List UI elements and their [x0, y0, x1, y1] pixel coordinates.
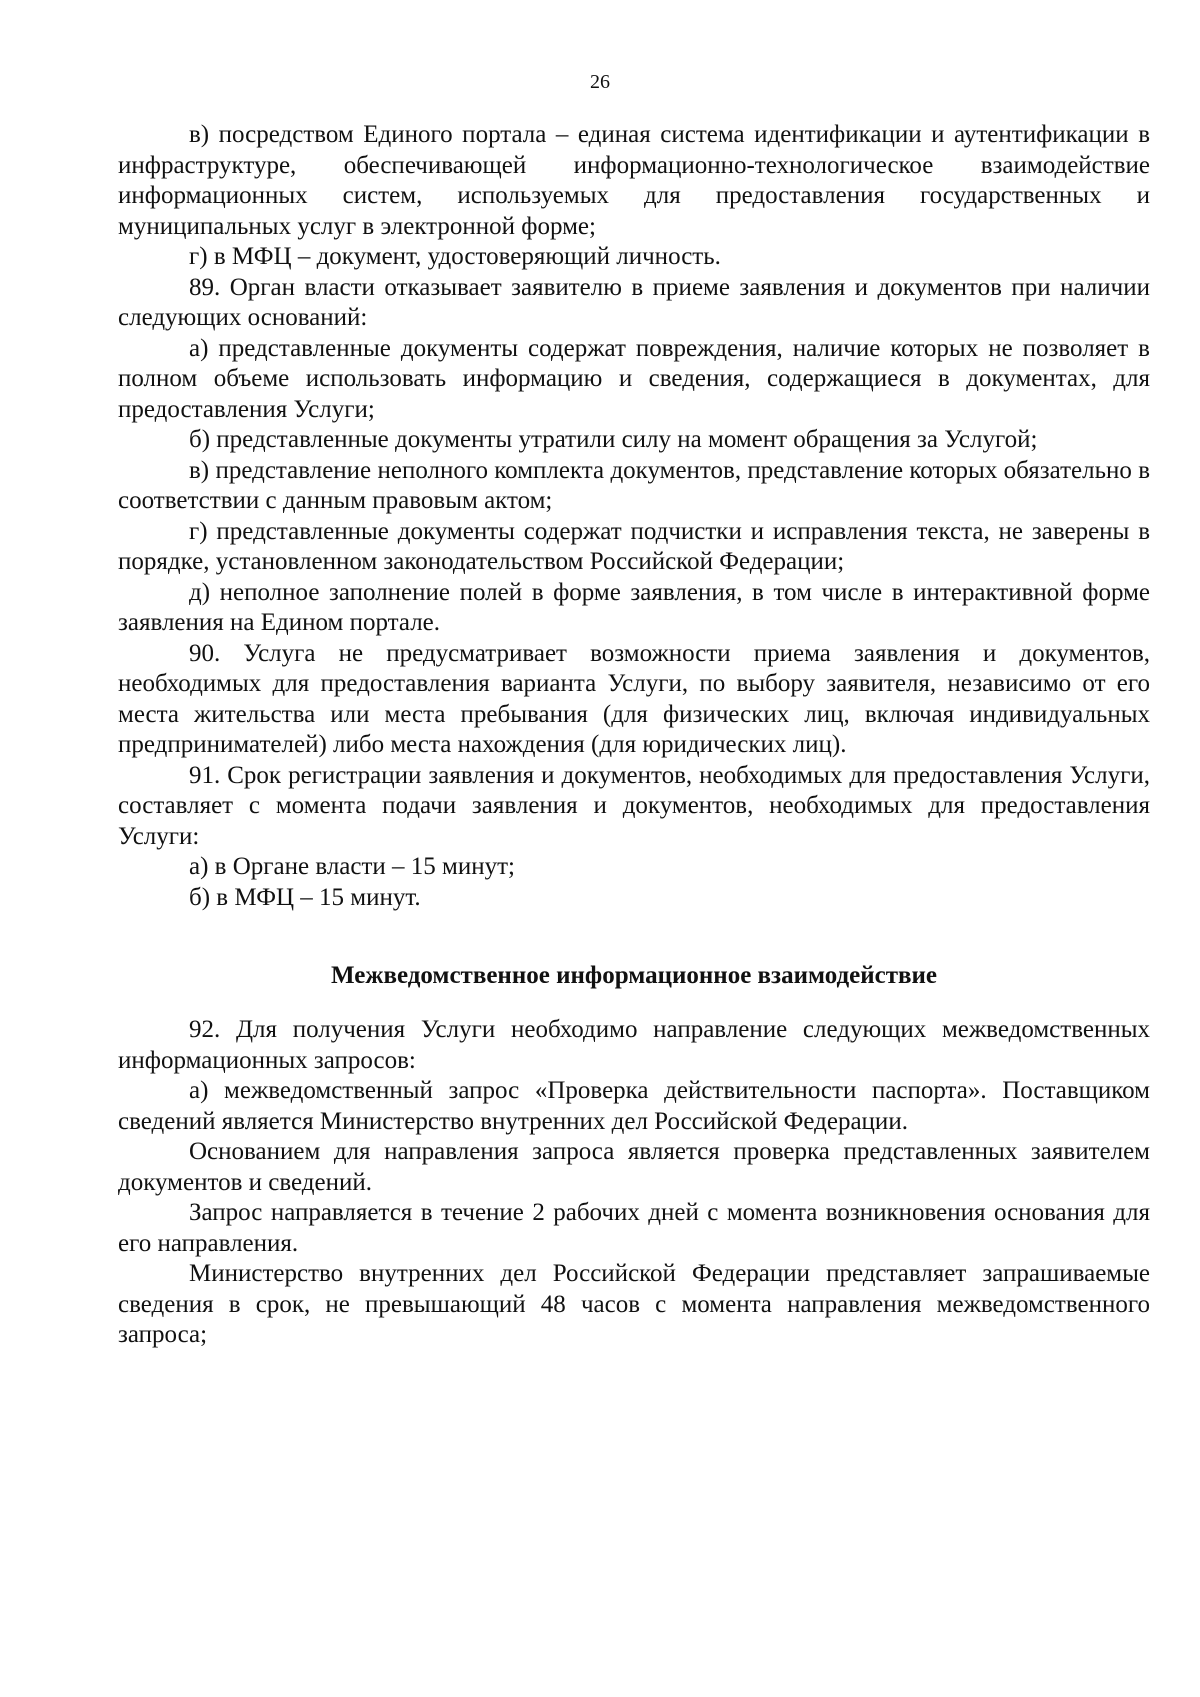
section-heading: Межведомственное информационное взаимодействие — [331, 962, 937, 989]
paragraph: 92. Для получения Услуги необходимо направление следующих межведомственных информационных запросов: — [118, 1016, 1150, 1074]
paragraph: Основанием для направления запроса является проверка представленных заявителем документов и сведений. — [118, 1138, 1150, 1196]
paragraph: д) неполное заполнение полей в форме заявления, в том числе в интерактивной форме заявления на Едином портале. — [118, 578, 1150, 636]
paragraph: 91. Срок регистрации заявления и документов, необходимых для предоставления Услуги, составляет с момента подачи заявления и документов, необходимых для предоставления Услуги: — [118, 761, 1150, 850]
paragraph: а) межведомственный запрос «Проверка действительности паспорта». Поставщиком сведений является Министерство внутренних дел Российской Федерации. — [118, 1077, 1150, 1135]
paragraph: г) представленные документы содержат подчистки и исправления текста, не заверены в порядке, установленном законодательством Российской Федерации; — [118, 517, 1150, 575]
paragraph: в) представление неполного комплекта документов, представление которых обязательно в соответствии с данным правовым актом; — [118, 456, 1150, 514]
paragraph: б) представленные документы утратили силу на момент обращения за Услугой; — [189, 426, 1038, 453]
page-number: 26 — [590, 71, 610, 93]
paragraph: 89. Орган власти отказывает заявителю в приеме заявления и документов при наличии следующих оснований: — [118, 273, 1150, 331]
paragraph: Запрос направляется в течение 2 рабочих дней с момента возникновения основания для его направления. — [118, 1199, 1150, 1257]
paragraph: Министерство внутренних дел Российской Федерации представляет запрашиваемые сведения в срок, не превышающий 48 часов с момента направления межведомственного запроса; — [118, 1260, 1150, 1348]
paragraph: б) в МФЦ – 15 минут. — [189, 883, 421, 911]
paragraph: в) посредством Единого портала – единая система идентификации и аутентификации в инфраструктуре, обеспечивающей информационно-технологическое взаимодействие информационных систем, используемых для предоставления государственных и муниципальных услуг в электронной форме; — [118, 121, 1150, 240]
paragraph: 90. Услуга не предусматривает возможности приема заявления и документов, необходимых для предоставления варианта Услуги, по выбору заявителя, независимо от его места жительства или места пребывания (для физических лиц, включая индивидуальных предпринимателей) либо места нахождения (для юридических лиц). — [118, 639, 1150, 758]
paragraph: а) представленные документы содержат повреждения, наличие которых не позволяет в полном объеме использовать информацию и сведения, содержащиеся в документах, для предоставления Услуги; — [118, 334, 1150, 423]
paragraph: г) в МФЦ – документ, удостоверяющий личность. — [189, 243, 721, 270]
paragraph: а) в Органе власти – 15 минут; — [189, 853, 516, 880]
document-body — [118, 120, 1150, 1351]
